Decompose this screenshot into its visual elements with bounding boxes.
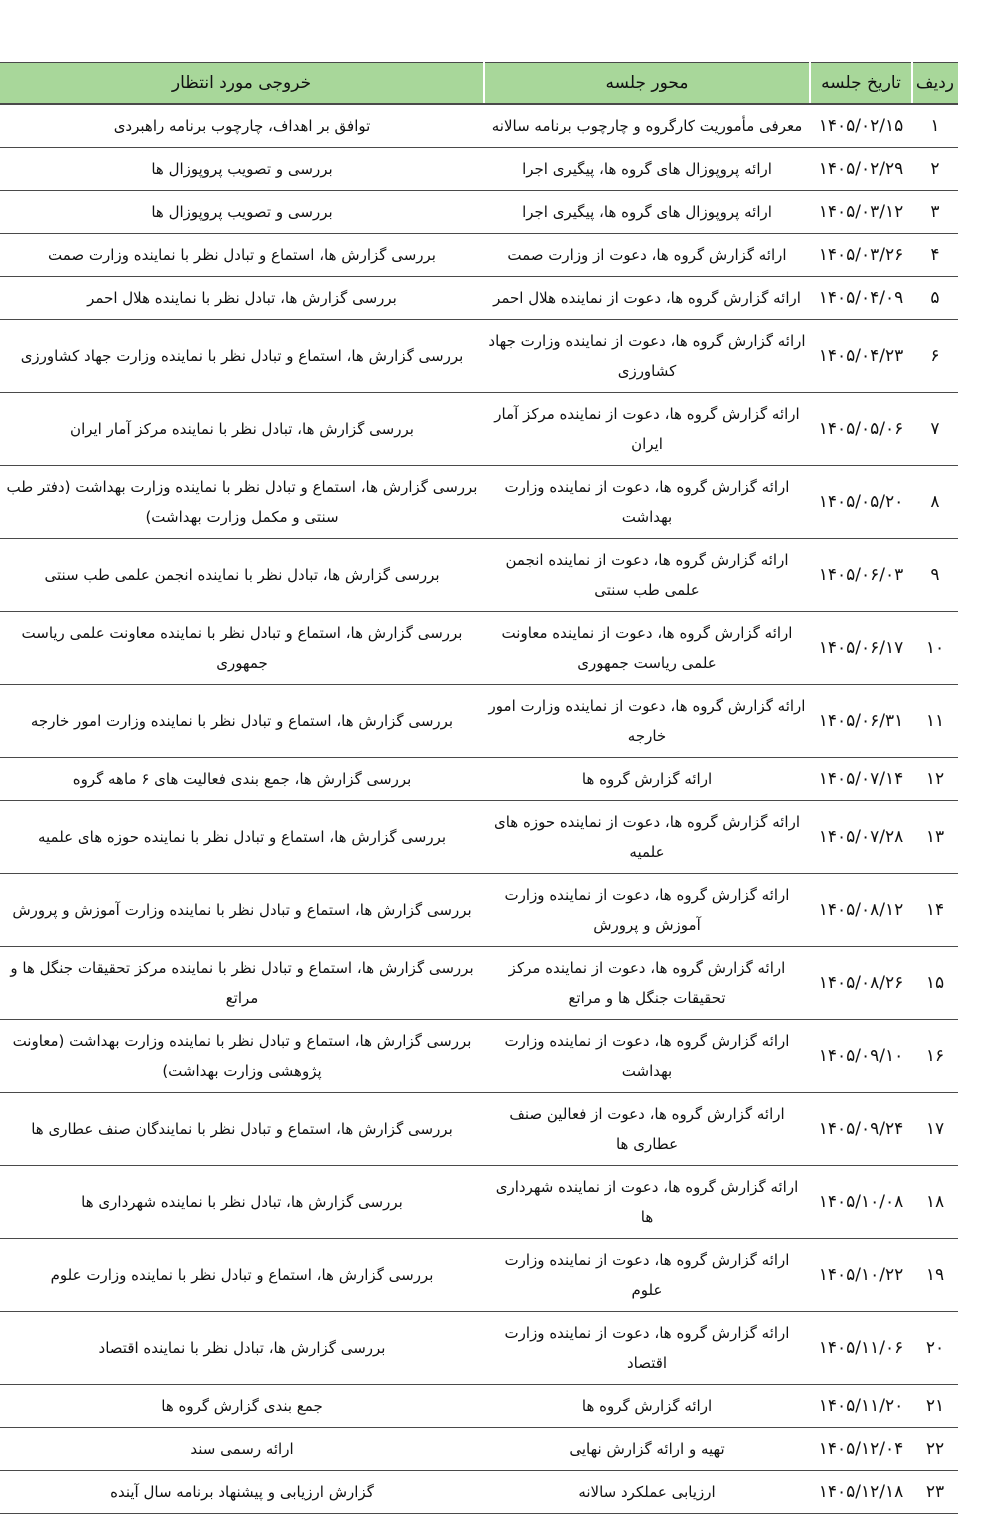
session-date-cell: ۱۴۰۵/۱۰/۰۸ <box>810 1166 912 1239</box>
row-number-cell: ۷ <box>912 393 958 466</box>
expected-output-cell: بررسی و تصویب پروپوزال ها <box>0 148 484 191</box>
expected-output-cell: ارائه رسمی سند <box>0 1428 484 1471</box>
session-date-cell: ۱۴۰۵/۱۲/۱۸ <box>810 1471 912 1514</box>
row-number-cell: ۱۲ <box>912 758 958 801</box>
table-body <box>0 104 958 1514</box>
session-topic-cell: ارائه گزارش گروه ها، دعوت از نماینده هلال احمر <box>484 277 810 320</box>
session-topic-cell: ارائه پروپوزال های گروه ها، پیگیری اجرا <box>484 148 810 191</box>
table-row <box>0 191 958 234</box>
session-topic-cell: ارائه گزارش گروه ها، دعوت از وزارت صمت <box>484 234 810 277</box>
table-row <box>0 539 958 612</box>
session-date-cell: ۱۴۰۵/۰۶/۳۱ <box>810 685 912 758</box>
row-number-cell: ۱ <box>912 104 958 148</box>
session-topic-cell: تهیه و ارائه گزارش نهایی <box>484 1428 810 1471</box>
session-date-cell: ۱۴۰۵/۰۳/۲۶ <box>810 234 912 277</box>
session-date-cell: ۱۴۰۵/۰۷/۲۸ <box>810 801 912 874</box>
session-date-cell: ۱۴۰۵/۰۷/۱۴ <box>810 758 912 801</box>
expected-output-cell: بررسی گزارش ها، استماع و تبادل نظر با نماینده وزارت صمت <box>0 234 484 277</box>
expected-output-cell: بررسی گزارش ها، استماع و تبادل نظر با نماینده وزارت جهاد کشاورزی <box>0 320 484 393</box>
row-number-cell: ۱۹ <box>912 1239 958 1312</box>
table-row <box>0 234 958 277</box>
session-date-cell: ۱۴۰۵/۰۶/۰۳ <box>810 539 912 612</box>
expected-output-cell: بررسی گزارش ها، تبادل نظر با نماینده هلال احمر <box>0 277 484 320</box>
session-topic-cell: ارائه گزارش گروه ها، دعوت از نماینده وزارت اقتصاد <box>484 1312 810 1385</box>
expected-output-cell: بررسی گزارش ها، استماع و تبادل نظر با نماینده وزارت آموزش و پرورش <box>0 874 484 947</box>
session-topic-cell: معرفی مأموریت کارگروه و چارچوب برنامه سالانه <box>484 104 810 148</box>
session-date-cell: ۱۴۰۵/۱۱/۲۰ <box>810 1385 912 1428</box>
row-number-cell: ۲۰ <box>912 1312 958 1385</box>
session-date-cell: ۱۴۰۵/۰۶/۱۷ <box>810 612 912 685</box>
row-number-cell: ۱۰ <box>912 612 958 685</box>
session-date-cell: ۱۴۰۵/۱۲/۰۴ <box>810 1428 912 1471</box>
table-row <box>0 393 958 466</box>
expected-output-cell: بررسی گزارش ها، استماع و تبادل نظر با نماینده وزارت بهداشت (معاونت پژوهشی وزارت بهداشت) <box>0 1020 484 1093</box>
session-date-cell: ۱۴۰۵/۰۴/۰۹ <box>810 277 912 320</box>
expected-output-cell: بررسی گزارش ها، تبادل نظر با نماینده انجمن علمی طب سنتی <box>0 539 484 612</box>
header-session-date: تاریخ جلسه <box>810 63 912 105</box>
session-date-cell: ۱۴۰۵/۱۱/۰۶ <box>810 1312 912 1385</box>
expected-output-cell: بررسی گزارش ها، استماع و تبادل نظر با نماینده مرکز تحقیقات جنگل ها و مراتع <box>0 947 484 1020</box>
expected-output-cell: بررسی و تصویب پروپوزال ها <box>0 191 484 234</box>
expected-output-cell: گزارش ارزیابی و پیشنهاد برنامه سال آینده <box>0 1471 484 1514</box>
table-row <box>0 801 958 874</box>
table-row <box>0 758 958 801</box>
session-topic-cell: ارائه گزارش گروه ها، دعوت از نماینده وزارت آموزش و پرورش <box>484 874 810 947</box>
session-topic-cell: ارائه گزارش گروه ها، دعوت از نماینده مرکز آمار ایران <box>484 393 810 466</box>
table-row <box>0 685 958 758</box>
table-row <box>0 148 958 191</box>
row-number-cell: ۴ <box>912 234 958 277</box>
table-row <box>0 1385 958 1428</box>
session-topic-cell: ارائه گزارش گروه ها، دعوت از نماینده وزارت جهاد کشاورزی <box>484 320 810 393</box>
session-topic-cell: ارائه گزارش گروه ها، دعوت از نماینده معاونت علمی ریاست جمهوری <box>484 612 810 685</box>
session-topic-cell: ارائه گزارش گروه ها <box>484 1385 810 1428</box>
table-row <box>0 466 958 539</box>
row-number-cell: ۱۶ <box>912 1020 958 1093</box>
expected-output-cell: بررسی گزارش ها، استماع و تبادل نظر با نماینده وزارت علوم <box>0 1239 484 1312</box>
session-topic-cell: ارائه گزارش گروه ها، دعوت از نماینده وزارت امور خارجه <box>484 685 810 758</box>
session-topic-cell: ارائه گزارش گروه ها، دعوت از نماینده شهرداری ها <box>484 1166 810 1239</box>
row-number-cell: ۵ <box>912 277 958 320</box>
row-number-cell: ۲ <box>912 148 958 191</box>
session-topic-cell: ارائه گزارش گروه ها، دعوت از نماینده وزارت علوم <box>484 1239 810 1312</box>
row-number-cell: ۲۱ <box>912 1385 958 1428</box>
table-row <box>0 1166 958 1239</box>
row-number-cell: ۳ <box>912 191 958 234</box>
table-row <box>0 1428 958 1471</box>
session-topic-cell: ارائه گزارش گروه ها <box>484 758 810 801</box>
session-topic-cell: ارائه گزارش گروه ها، دعوت از نماینده وزارت بهداشت <box>484 466 810 539</box>
session-topic-cell: ارائه پروپوزال های گروه ها، پیگیری اجرا <box>484 191 810 234</box>
schedule-table <box>0 62 958 1514</box>
session-topic-cell: ارائه گزارش گروه ها، دعوت از نماینده حوزه های علمیه <box>484 801 810 874</box>
row-number-cell: ۸ <box>912 466 958 539</box>
expected-output-cell: بررسی گزارش ها، استماع و تبادل نظر با نماینده وزارت امور خارجه <box>0 685 484 758</box>
session-date-cell: ۱۴۰۵/۰۹/۱۰ <box>810 1020 912 1093</box>
expected-output-cell: بررسی گزارش ها، استماع و تبادل نظر با نماینده حوزه های علمیه <box>0 801 484 874</box>
header-expected-output: خروجی مورد انتظار <box>0 63 484 105</box>
header-session-topic: محور جلسه <box>484 63 810 105</box>
row-number-cell: ۹ <box>912 539 958 612</box>
table-header <box>0 63 958 105</box>
session-date-cell: ۱۴۰۵/۰۹/۲۴ <box>810 1093 912 1166</box>
expected-output-cell: جمع بندی گزارش گروه ها <box>0 1385 484 1428</box>
expected-output-cell: بررسی گزارش ها، جمع بندی فعالیت های ۶ ماهه گروه <box>0 758 484 801</box>
session-date-cell: ۱۴۰۵/۰۵/۲۰ <box>810 466 912 539</box>
row-number-cell: ۲۳ <box>912 1471 958 1514</box>
session-date-cell: ۱۴۰۵/۰۲/۲۹ <box>810 148 912 191</box>
session-date-cell: ۱۴۰۵/۱۰/۲۲ <box>810 1239 912 1312</box>
table-row <box>0 947 958 1020</box>
session-date-cell: ۱۴۰۵/۰۲/۱۵ <box>810 104 912 148</box>
row-number-cell: ۱۱ <box>912 685 958 758</box>
table-row <box>0 1239 958 1312</box>
session-topic-cell: ارائه گزارش گروه ها، دعوت از نماینده انجمن علمی طب سنتی <box>484 539 810 612</box>
session-date-cell: ۱۴۰۵/۰۸/۱۲ <box>810 874 912 947</box>
table-row <box>0 612 958 685</box>
row-number-cell: ۱۳ <box>912 801 958 874</box>
table-row <box>0 874 958 947</box>
table-row <box>0 1471 958 1514</box>
table-row <box>0 104 958 148</box>
header-row-number: ردیف <box>912 63 958 105</box>
session-date-cell: ۱۴۰۵/۰۳/۱۲ <box>810 191 912 234</box>
table-row <box>0 1312 958 1385</box>
session-date-cell: ۱۴۰۵/۰۵/۰۶ <box>810 393 912 466</box>
row-number-cell: ۱۴ <box>912 874 958 947</box>
row-number-cell: ۱۸ <box>912 1166 958 1239</box>
table-row <box>0 320 958 393</box>
row-number-cell: ۱۷ <box>912 1093 958 1166</box>
header-row <box>0 63 958 105</box>
expected-output-cell: بررسی گزارش ها، استماع و تبادل نظر با نمایندگان صنف عطاری ها <box>0 1093 484 1166</box>
session-date-cell: ۱۴۰۵/۰۴/۲۳ <box>810 320 912 393</box>
expected-output-cell: بررسی گزارش ها، تبادل نظر با نماینده اقتصاد <box>0 1312 484 1385</box>
row-number-cell: ۶ <box>912 320 958 393</box>
expected-output-cell: بررسی گزارش ها، تبادل نظر با نماینده مرکز آمار ایران <box>0 393 484 466</box>
expected-output-cell: بررسی گزارش ها، استماع و تبادل نظر با نماینده وزارت بهداشت (دفتر طب سنتی و مکمل وزارت بهداشت) <box>0 466 484 539</box>
table-row <box>0 277 958 320</box>
session-topic-cell: ارزیابی عملکرد سالانه <box>484 1471 810 1514</box>
session-topic-cell: ارائه گزارش گروه ها، دعوت از نماینده وزارت بهداشت <box>484 1020 810 1093</box>
session-date-cell: ۱۴۰۵/۰۸/۲۶ <box>810 947 912 1020</box>
row-number-cell: ۱۵ <box>912 947 958 1020</box>
table-row <box>0 1093 958 1166</box>
session-topic-cell: ارائه گزارش گروه ها، دعوت از فعالین صنف عطاری ها <box>484 1093 810 1166</box>
expected-output-cell: بررسی گزارش ها، تبادل نظر با نماینده شهرداری ها <box>0 1166 484 1239</box>
row-number-cell: ۲۲ <box>912 1428 958 1471</box>
expected-output-cell: توافق بر اهداف، چارچوب برنامه راهبردی <box>0 104 484 148</box>
table-row <box>0 1020 958 1093</box>
expected-output-cell: بررسی گزارش ها، استماع و تبادل نظر با نماینده معاونت علمی ریاست جمهوری <box>0 612 484 685</box>
session-topic-cell: ارائه گزارش گروه ها، دعوت از نماینده مرکز تحقیقات جنگل ها و مراتع <box>484 947 810 1020</box>
